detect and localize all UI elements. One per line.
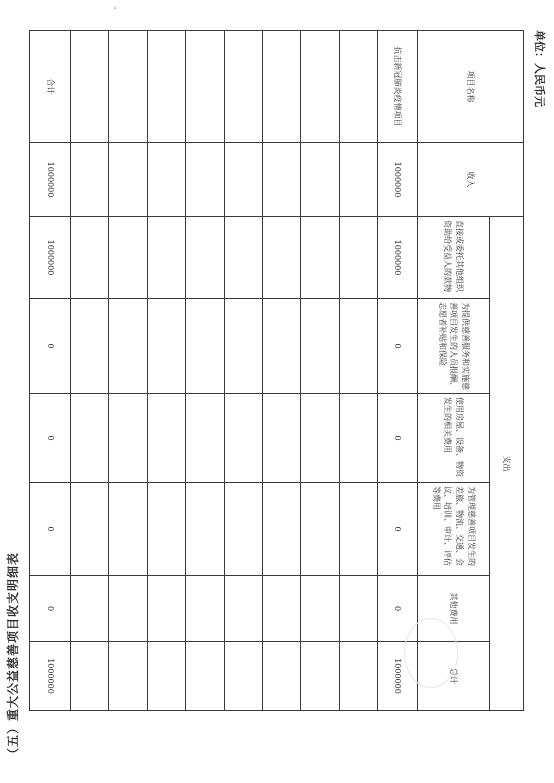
management-cell [263, 483, 301, 576]
expenditure-table-wrapper [29, 30, 524, 710]
personnel-cell [186, 299, 224, 394]
other-cell [339, 576, 377, 642]
total-cell: 1000000 [378, 642, 418, 711]
facilities-cell [263, 394, 301, 483]
personnel-cell [147, 299, 185, 394]
management-cell [109, 483, 147, 576]
section-title: （五）重大公益慈善项目收支明细表 [6, 551, 20, 760]
header-management: 为管理慈善项目发生的差旅、物流、交通、会议、培训、审计、评估等费用 [418, 483, 490, 576]
income-cell [224, 143, 262, 217]
other-cell [109, 576, 147, 642]
income-cell [186, 143, 224, 217]
income-cell [147, 143, 185, 217]
scan-mark: ' [114, 6, 117, 15]
table-row [301, 31, 339, 711]
project-name-cell [224, 31, 262, 143]
other-cell [263, 576, 301, 642]
header-facilities: 使用房屋、设备、物资发生的相关费用 [418, 394, 490, 483]
facilities-cell [224, 394, 262, 483]
total-cell [70, 642, 108, 711]
management-cell: 0 [378, 483, 418, 576]
management-cell [70, 483, 108, 576]
income-cell [301, 143, 339, 217]
table-row [109, 31, 147, 711]
project-name-cell [186, 31, 224, 143]
table-row [147, 31, 185, 711]
personnel-cell: 0 [378, 299, 418, 394]
other-cell [147, 576, 185, 642]
personnel-cell [224, 299, 262, 394]
table-row [339, 31, 377, 711]
direct-aid-cell [70, 217, 108, 299]
management-cell [186, 483, 224, 576]
header-personnel: 为提供慈善服务和实施慈善项目发生的人员报酬、志愿者补贴和保险 [418, 299, 490, 394]
total-cell [339, 642, 377, 711]
project-name-cell: 抗击新冠肺炎疫情项目 [378, 31, 418, 143]
facilities-cell [147, 394, 185, 483]
facilities-cell: 0 [378, 394, 418, 483]
total-cell [147, 642, 185, 711]
table-row [186, 31, 224, 711]
direct-aid-cell [147, 217, 185, 299]
table-row [224, 31, 262, 711]
personnel-cell [339, 299, 377, 394]
facilities-cell [109, 394, 147, 483]
header-project-name: 项目名称 [418, 31, 524, 143]
income-cell [339, 143, 377, 217]
management-cell [301, 483, 339, 576]
other-cell [186, 576, 224, 642]
total-income-cell: 1000000 [30, 143, 71, 217]
table-row [378, 31, 418, 711]
header-total: 总计 [418, 642, 490, 711]
table-row [263, 31, 301, 711]
total-row-label: 合计 [30, 31, 71, 143]
other-cell [70, 576, 108, 642]
personnel-cell [263, 299, 301, 394]
total-cell [263, 642, 301, 711]
total-cell [109, 642, 147, 711]
direct-aid-cell [263, 217, 301, 299]
project-name-cell [109, 31, 147, 143]
income-cell: 1000000 [378, 143, 418, 217]
header-direct-aid: 直接或委托其他组织资助给受益人的款物 [418, 217, 490, 299]
header-income: 收入 [418, 143, 524, 217]
project-name-cell [301, 31, 339, 143]
faded-seal-stamp [404, 618, 458, 688]
direct-aid-cell [339, 217, 377, 299]
other-cell: 0 [378, 576, 418, 642]
facilities-cell [186, 394, 224, 483]
direct-aid-cell [224, 217, 262, 299]
table-row [70, 31, 108, 711]
total-cell [186, 642, 224, 711]
table-total-row [30, 31, 71, 711]
direct-aid-cell: 1000000 [378, 217, 418, 299]
direct-aid-cell [109, 217, 147, 299]
other-cell [301, 576, 339, 642]
facilities-cell [339, 394, 377, 483]
other-cell [224, 576, 262, 642]
management-cell [224, 483, 262, 576]
unit-label: 单位：人民币元 [533, 30, 546, 107]
project-name-cell [70, 31, 108, 143]
personnel-cell [301, 299, 339, 394]
management-cell [147, 483, 185, 576]
management-cell [339, 483, 377, 576]
income-cell [263, 143, 301, 217]
project-name-cell [339, 31, 377, 143]
grand-total-cell: 1000000 [30, 642, 71, 711]
project-expenditure-table [29, 30, 524, 711]
total-personnel-cell: 0 [30, 299, 71, 394]
project-name-cell [263, 31, 301, 143]
facilities-cell [301, 394, 339, 483]
direct-aid-cell [301, 217, 339, 299]
direct-aid-cell [186, 217, 224, 299]
total-direct-aid-cell: 1000000 [30, 217, 71, 299]
project-name-cell [147, 31, 185, 143]
total-management-cell: 0 [30, 483, 71, 576]
total-cell [224, 642, 262, 711]
total-other-cell: 0 [30, 576, 71, 642]
header-expenditure: 支出 [490, 217, 524, 711]
personnel-cell [109, 299, 147, 394]
income-cell [109, 143, 147, 217]
personnel-cell [70, 299, 108, 394]
total-cell [301, 642, 339, 711]
facilities-cell [70, 394, 108, 483]
header-other: 其他费用 [418, 576, 490, 642]
income-cell [70, 143, 108, 217]
total-facilities-cell: 0 [30, 394, 71, 483]
